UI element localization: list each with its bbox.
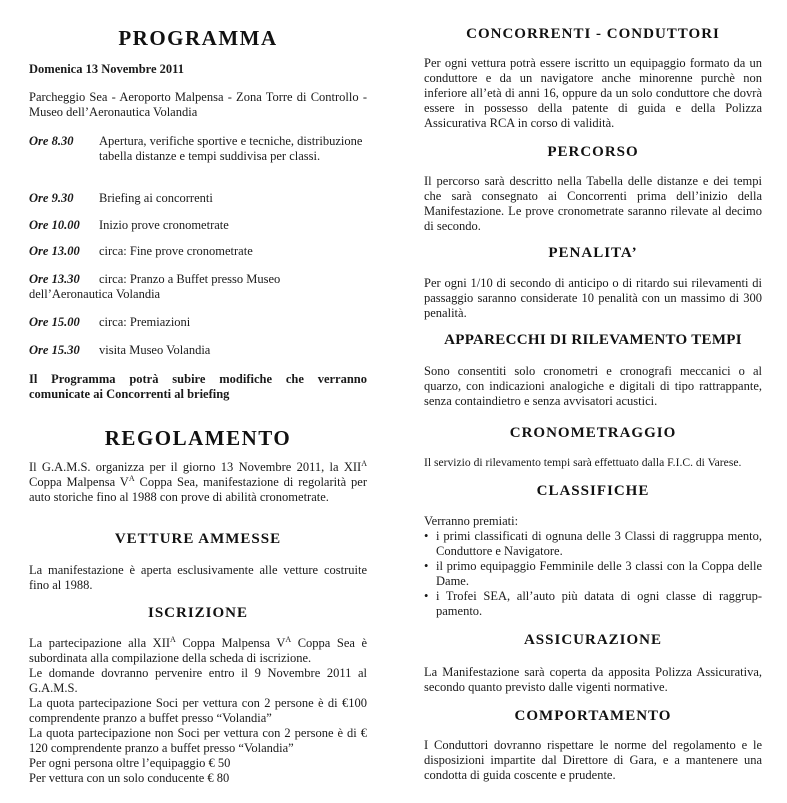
vetture-text: La manifestazione è aperta esclusivamente alle vetture costruite fino al 1988. bbox=[29, 563, 367, 592]
iscrizione-quota-soci: La quota partecipazione Soci per vettura con 2 persone è di €100 comprendente pranzo a buffet presso “Volandia” bbox=[29, 696, 367, 725]
schedule-time: Ore 9.30 bbox=[29, 191, 74, 205]
schedule-text: circa: Premiazioni bbox=[99, 315, 191, 329]
schedule-time: Ore 15.30 bbox=[29, 343, 80, 357]
schedule-time: Ore 15.00 bbox=[29, 315, 80, 329]
classifiche-item: • i Trofei SEA, all’auto più datata di ogni classe di raggrup- pamento. bbox=[424, 589, 762, 618]
percorso-heading: PERCORSO bbox=[547, 144, 639, 160]
schedule-text: Briefing ai concorrenti bbox=[99, 191, 213, 205]
bullet-icon: • bbox=[424, 529, 429, 543]
schedule-continuation: dell’Aeronautica Volandia bbox=[29, 287, 161, 301]
concorrenti-heading: CONCORRENTI - CONDUTTORI bbox=[466, 26, 720, 42]
comportamento-heading: COMPORTAMENTO bbox=[514, 708, 672, 724]
apparecchi-text: Sono consentiti solo cronometri e cronografi meccanici o al quarzo, con indicazioni analogiche e digitali di tipo rattrappante, senza containdietro e senza avvisatori acustici. bbox=[424, 364, 762, 408]
comportamento-text: I Conduttori dovranno rispettare le norme del regolamento e le disposizioni impartite dal Direttore di Gara, e a mantenere una condotta di guida coscente e prudente. bbox=[424, 738, 762, 782]
schedule-time: Ore 13.30 bbox=[29, 272, 80, 286]
concorrenti-text: Per ogni vettura potrà essere iscritto un equipaggio formato da un conduttore e da un navigatore anche minorenne purchè non inferiore all’età di anni 16, oppure da un solo conduttore che dovrà essere in possesso della patente di guida e della Polizza Assicurativa RCA in corso di validità. bbox=[424, 56, 762, 130]
programma-heading: PROGRAMMA bbox=[118, 26, 278, 50]
classifiche-item: • il primo equipaggio Femminile delle 3 classi con la Coppa delle Dame. bbox=[424, 559, 762, 588]
classifiche-item: • i primi classificati di ognuna delle 3 Classi di raggruppa mento, Conduttore e Navigatore. bbox=[424, 529, 762, 558]
cronometraggio-text: Il servizio di rilevamento tempi sarà effettuato dalla F.I.C. di Varese. bbox=[424, 456, 742, 469]
bullet-icon: • bbox=[424, 589, 429, 603]
schedule-text: Apertura, verifiche sportive e tecniche, distribuzione tabella distanze e tempi suddivisa per classi. bbox=[99, 134, 363, 163]
schedule-text: circa: Pranzo a Buffet presso Museo bbox=[99, 272, 281, 286]
classifiche-intro: Verranno premiati: bbox=[424, 514, 519, 528]
regolamento-text: Il G.A.M.S. organizza per il giorno 13 Novembre 2011, la $XII^A$ Coppa Malpensa $V^A$ Coppa Sea, manifestazione di regolarità per auto storiche fino al 1988 con prove di abilità cronometrate. bbox=[29, 459, 367, 504]
schedule-time: Ore 8.30 bbox=[29, 134, 74, 148]
iscrizione-text: La partecipazione alla $XII^A$ Coppa Malpensa $V^A$ Coppa Sea è subordinata alla compilazione della scheda di iscrizione. bbox=[29, 635, 367, 665]
bullet-icon: • bbox=[424, 559, 429, 573]
cronometraggio-heading: CRONOMETRAGGIO bbox=[509, 425, 677, 441]
apparecchi-heading: APPARECCHI DI RILEVAMENTO TEMPI bbox=[444, 332, 742, 348]
penalita-heading: PENALITA’ bbox=[548, 245, 638, 261]
assicurazione-text: La Manifestazione sarà coperta da apposita Polizza Assicurativa, secondo quanto previsto dalle vigenti normative. bbox=[424, 665, 762, 694]
assicurazione-heading: ASSICURAZIONE bbox=[523, 632, 663, 648]
classifiche-heading: CLASSIFICHE bbox=[536, 483, 650, 499]
schedule-time: Ore 10.00 bbox=[29, 218, 80, 232]
schedule-text: Inizio prove cronometrate bbox=[99, 218, 229, 232]
schedule-text: visita Museo Volandia bbox=[99, 343, 211, 357]
regolamento-heading: REGOLAMENTO bbox=[104, 426, 292, 450]
iscrizione-quota-non-soci: La quota partecipazione non Soci per vettura con 2 persone è di € 120 comprendente pranzo a buffet presso “Volandia” bbox=[29, 726, 367, 755]
iscrizione-single-driver: Per vettura con un solo conducente € 80 bbox=[29, 771, 230, 785]
schedule-time: Ore 13.00 bbox=[29, 244, 80, 258]
event-date: Domenica 13 Novembre 2011 bbox=[29, 62, 184, 76]
event-location: Parcheggio Sea - Aeroporto Malpensa - Zona Torre di Controllo - Museo dell’Aeronautica Volandia bbox=[29, 90, 367, 119]
programma-note: Il Programma potrà subire modifiche che verranno comunicate ai Concorrenti al briefing bbox=[29, 372, 367, 401]
schedule-row bbox=[29, 134, 367, 180]
iscrizione-deadline: Le domande dovranno pervenire entro il 9 Novembre 2011 al G.A.M.S. bbox=[29, 666, 367, 695]
iscrizione-extra-person: Per ogni persona oltre l’equipaggio € 50 bbox=[29, 756, 231, 770]
vetture-heading: VETTURE AMMESSE bbox=[114, 531, 282, 547]
schedule-text: circa: Fine prove cronometrate bbox=[99, 244, 253, 258]
iscrizione-heading: ISCRIZIONE bbox=[147, 605, 249, 621]
penalita-text: Per ogni 1/10 di secondo di anticipo o di ritardo sui rilevamenti di passaggio saranno considerate 10 penalità con un massimo di 300 penalità. bbox=[424, 276, 762, 320]
percorso-text: Il percorso sarà descritto nella Tabella delle distanze e dei tempi che sarà consegnato ai Concorrenti prima dell’inizio della Manifestazione. Le prove cronometrate saranno rilevate al decimo di secondo. bbox=[424, 174, 762, 233]
